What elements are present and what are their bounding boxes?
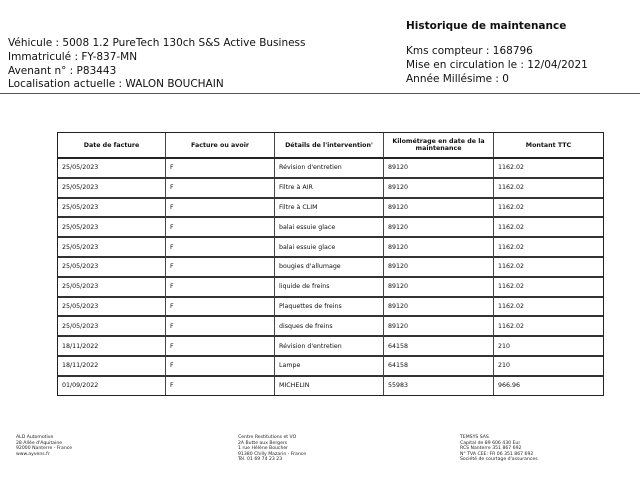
cell-date: 18/11/2022: [58, 357, 166, 377]
footer-line: ALD Automotive: [16, 435, 54, 440]
footer-line: 28 Allée d'Aquitaine: [16, 440, 63, 446]
footer-line: 2A Butte aux Bergers: [238, 440, 288, 446]
footer-line: TEMSYS SAS: [460, 435, 489, 440]
cell-type: F: [166, 218, 275, 238]
table-row: [58, 337, 603, 357]
vehicle-info: [8, 37, 306, 92]
cell-details: Révision d'entretien: [275, 337, 384, 357]
cell-mileage: 89120: [384, 199, 494, 219]
header-type: Facture ou avoir: [166, 133, 275, 159]
vehicle-location: Localisation actuelle : WALON BOUCHAIN: [8, 78, 224, 91]
table-row: [58, 357, 603, 377]
table-row: [58, 199, 603, 219]
cell-amount: 1162.02: [494, 238, 603, 258]
cell-type: F: [166, 298, 275, 318]
cell-details: Révision d'entretien: [275, 159, 384, 179]
header-details: Détails de l'intervention': [275, 133, 384, 159]
cell-amount: 210: [494, 337, 603, 357]
cell-date: 25/05/2023: [58, 159, 166, 179]
cell-amount: 1162.02: [494, 218, 603, 238]
cell-amount: 1162.02: [494, 159, 603, 179]
footer-line: Centre Restitutions et VO: [238, 435, 297, 440]
footer-line: RCS Nanterre 351 867 692: [460, 446, 522, 452]
cell-mileage: 89120: [384, 298, 494, 318]
cell-mileage: 89120: [384, 317, 494, 337]
footer-line: N° TVA CEE: FR 06 351 867 692: [460, 451, 534, 457]
cell-mileage: 89120: [384, 218, 494, 238]
footer-line: Capital de 89 606 430 Eur: [460, 440, 521, 446]
cell-details: Filtre à CLIM: [275, 199, 384, 219]
table-row: [58, 377, 603, 395]
maintenance-table: [57, 132, 604, 396]
cell-mileage: 89120: [384, 159, 494, 179]
cell-mileage: 89120: [384, 179, 494, 199]
table-row: [58, 298, 603, 318]
cell-date: 18/11/2022: [58, 337, 166, 357]
cell-details: bougies d'allumage: [275, 258, 384, 278]
table-header-row: [58, 133, 603, 159]
cell-type: F: [166, 337, 275, 357]
cell-mileage: 64158: [384, 337, 494, 357]
header-date: Date de facture: [58, 133, 166, 159]
cell-details: liquide de freins: [275, 278, 384, 298]
footer-line: Société de courtage d'assurances: [460, 457, 538, 463]
cell-type: F: [166, 199, 275, 219]
cell-type: F: [166, 357, 275, 377]
model-year: Année Millésime : 0: [406, 72, 509, 85]
divider: [0, 93, 640, 94]
cell-amount: 1162.02: [494, 199, 603, 219]
cell-date: 25/05/2023: [58, 317, 166, 337]
table-row: [58, 159, 603, 179]
cell-amount: 210: [494, 357, 603, 377]
header-mileage: Kilométrage en date de la maintenance: [384, 133, 494, 159]
footer-broker: [460, 435, 538, 463]
table-row: [58, 317, 603, 337]
maintenance-summary: [406, 20, 588, 86]
cell-amount: 1162.02: [494, 298, 603, 318]
cell-date: 25/05/2023: [58, 258, 166, 278]
vehicle-model: Véhicule : 5008 1.2 PureTech 130ch S&S Active Business: [8, 37, 306, 49]
cell-date: 01/09/2022: [58, 377, 166, 395]
cell-amount: 1162.02: [494, 179, 603, 199]
cell-amount: 1162.02: [494, 258, 603, 278]
table-row: [58, 179, 603, 199]
cell-type: F: [166, 159, 275, 179]
vehicle-contract: Avenant n° : P83443: [8, 64, 117, 77]
footer-line: www.ayvens.fr: [16, 451, 50, 457]
table-row: [58, 238, 603, 258]
cell-date: 25/05/2023: [58, 218, 166, 238]
footer-line: 91380 Chilly Mazarin - France: [238, 451, 307, 457]
cell-mileage: 64158: [384, 357, 494, 377]
vehicle-plate: Immatriculé : FY-837-MN: [8, 50, 138, 63]
cell-type: F: [166, 258, 275, 278]
cell-details: Filtre à AIR: [275, 179, 384, 199]
cell-type: F: [166, 179, 275, 199]
header-amount: Montant TTC: [494, 133, 603, 159]
cell-date: 25/05/2023: [58, 278, 166, 298]
cell-mileage: 55983: [384, 377, 494, 395]
cell-date: 25/05/2023: [58, 298, 166, 318]
cell-date: 25/05/2023: [58, 238, 166, 258]
cell-details: disques de freins: [275, 317, 384, 337]
registration-date: Mise en circulation le : 12/04/2021: [406, 58, 588, 71]
cell-mileage: 89120: [384, 258, 494, 278]
mileage: Kms compteur : 168796: [406, 45, 533, 57]
cell-details: Lampe: [275, 357, 384, 377]
cell-type: F: [166, 377, 275, 395]
table-row: [58, 258, 603, 278]
cell-amount: 966.96: [498, 382, 521, 390]
table-row: [58, 278, 603, 298]
footer-line: 92000 Nanterre - France: [16, 446, 73, 452]
cell-type: F: [166, 238, 275, 258]
cell-details: balai essuie glace: [275, 218, 384, 238]
cell-mileage: 89120: [384, 238, 494, 258]
page-title: Historique de maintenance: [406, 20, 567, 32]
footer-center: [238, 435, 306, 463]
cell-details: Plaquettes de freins: [275, 298, 384, 318]
cell-details: balai essuie glace: [275, 238, 384, 258]
footer-line: Tél. 01 69 74 23 23: [238, 457, 283, 463]
footer-company: [16, 435, 72, 457]
cell-mileage: 89120: [384, 278, 494, 298]
cell-amount: 1162.02: [494, 278, 603, 298]
cell-type: F: [166, 317, 275, 337]
cell-date: 25/05/2023: [58, 199, 166, 219]
table-row: [58, 218, 603, 238]
cell-amount: 1162.02: [494, 317, 603, 337]
cell-date: 25/05/2023: [58, 179, 166, 199]
cell-type: F: [166, 278, 275, 298]
footer-line: 1 rue Hélène Boucher: [238, 446, 289, 452]
cell-details: MICHELIN: [275, 377, 384, 395]
